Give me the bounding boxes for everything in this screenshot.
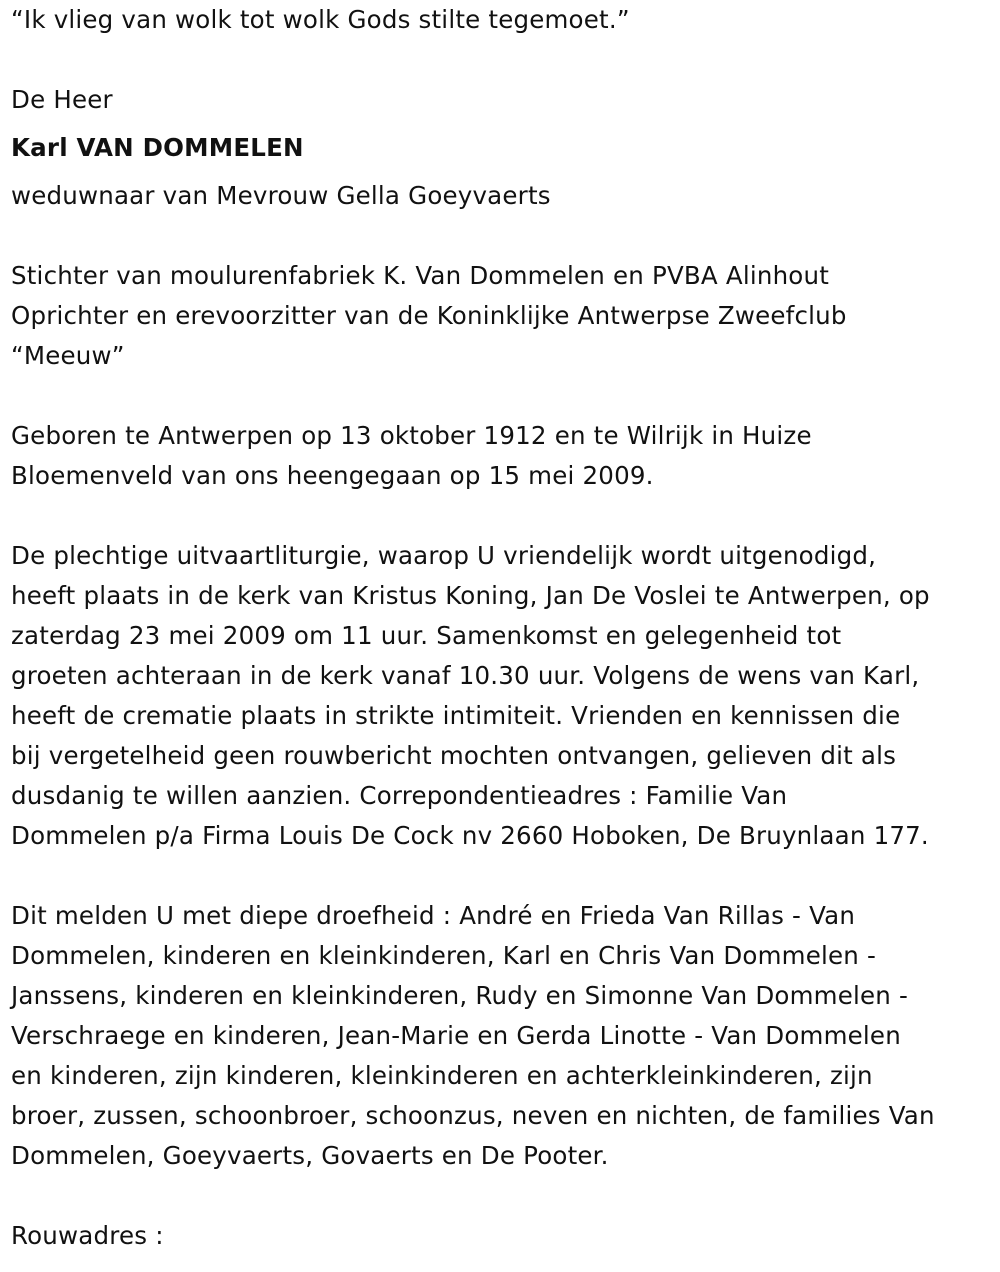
- paragraph-line: Janssens, kinderen en kleinkinderen, Rudy en Simonne Van Dommelen -: [11, 981, 909, 1010]
- paragraph-line: “Meeuw”: [11, 341, 125, 370]
- paragraph-line: bij vergetelheid geen rouwbericht mochten ontvangen, gelieven dit als: [11, 741, 897, 770]
- opening-quote: “Ik vlieg van wolk tot wolk Gods stilte tegemoet.”: [11, 5, 630, 34]
- paragraph-line: Verschraege en kinderen, Jean-Marie en Gerda Linotte - Van Dommelen: [11, 1021, 901, 1050]
- paragraph-line: heeft plaats in de kerk van Kristus Koning, Jan De Voslei te Antwerpen, op: [11, 581, 930, 610]
- spacer: [11, 120, 996, 128]
- paragraph-line: Dommelen, Goeyvaerts, Govaerts en De Pooter.: [11, 1141, 609, 1170]
- family-paragraph: [11, 896, 996, 1176]
- deceased-name: Karl VAN DOMMELEN: [11, 133, 304, 162]
- paragraph-line: Stichter van moulurenfabriek K. Van Dommelen en PVBA Alinhout: [11, 261, 830, 290]
- paragraph-line: zaterdag 23 mei 2009 om 11 uur. Samenkomst en gelegenheid tot: [11, 621, 842, 650]
- paragraph-line: Bloemenveld van ons heengegaan op 15 mei 2009.: [11, 461, 654, 490]
- spacer: [11, 376, 996, 416]
- paragraph-line: Dit melden U met diepe droefheid : André en Frieda Van Rillas - Van: [11, 901, 856, 930]
- spacer: [11, 496, 996, 536]
- honorific-title: De Heer: [11, 85, 113, 114]
- paragraph-line: Dommelen p/a Firma Louis De Cock nv 2660 Hoboken, De Bruynlaan 177.: [11, 821, 929, 850]
- birth-death-paragraph: [11, 416, 996, 496]
- paragraph-line: Oprichter en erevoorzitter van de Koninklijke Antwerpse Zweefclub: [11, 301, 847, 330]
- founder-paragraph: [11, 256, 996, 376]
- obituary-document: [11, 0, 996, 1256]
- spacer: [11, 1176, 996, 1216]
- paragraph-line: dusdanig te willen aanzien. Correpondentieadres : Familie Van: [11, 781, 788, 810]
- paragraph-line: broer, zussen, schoonbroer, schoonzus, neven en nichten, de families Van: [11, 1101, 935, 1130]
- paragraph-line: en kinderen, zijn kinderen, kleinkinderen en achterkleinkinderen, zijn: [11, 1061, 873, 1090]
- widower-line: weduwnaar van Mevrouw Gella Goeyvaerts: [11, 181, 551, 210]
- spacer: [11, 216, 996, 256]
- spacer: [11, 40, 996, 80]
- paragraph-line: Geboren te Antwerpen op 13 oktober 1912 en te Wilrijk in Huize: [11, 421, 812, 450]
- paragraph-line: Dommelen, kinderen en kleinkinderen, Karl en Chris Van Dommelen -: [11, 941, 877, 970]
- paragraph-line: groeten achteraan in de kerk vanaf 10.30 uur. Volgens de wens van Karl,: [11, 661, 920, 690]
- paragraph-line: De plechtige uitvaartliturgie, waarop U vriendelijk wordt uitgenodigd,: [11, 541, 877, 570]
- mourning-address-label: Rouwadres :: [11, 1221, 164, 1250]
- funeral-paragraph: [11, 536, 996, 856]
- paragraph-line: heeft de crematie plaats in strikte intimiteit. Vrienden en kennissen die: [11, 701, 901, 730]
- spacer: [11, 856, 996, 896]
- spacer: [11, 168, 996, 176]
